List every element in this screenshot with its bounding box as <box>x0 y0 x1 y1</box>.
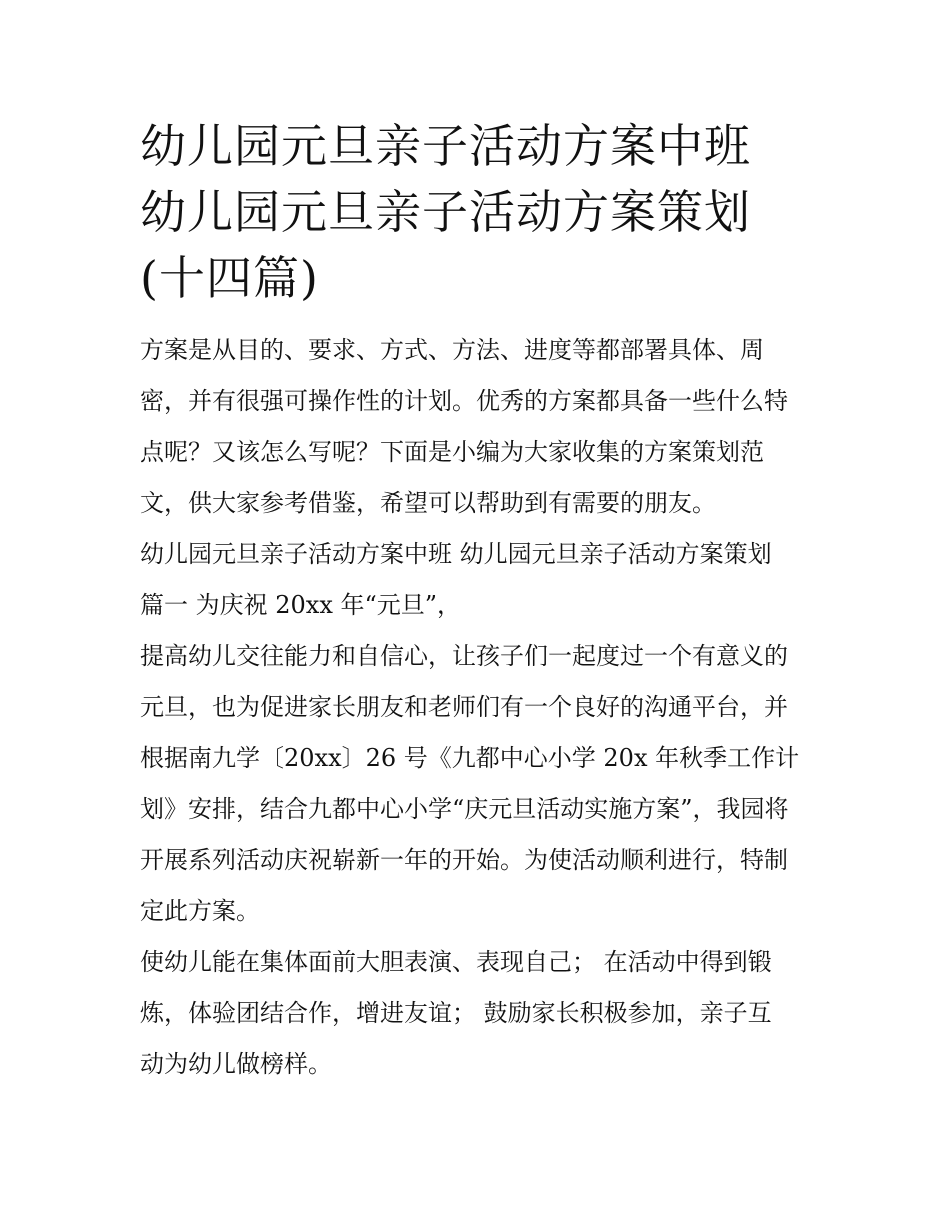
purpose-paragraph <box>140 631 820 937</box>
text-line: 定此方案。 <box>140 897 260 925</box>
title-line: 幼儿园元旦亲子活动方案策划 <box>140 185 751 239</box>
document-title <box>140 113 820 311</box>
text-line: 根据南九学〔20xx〕26 号《九都中心小学 20x 年秋季工作计 <box>140 744 800 772</box>
text-line: 划》安排，结合九都中心小学“庆元旦活动实施方案”，我园将 <box>140 795 789 823</box>
text-line: 动为幼儿做榜样。 <box>140 1050 332 1078</box>
text-line: 点呢？又该怎么写呢？下面是小编为大家收集的方案策划范 <box>140 438 764 466</box>
title-line: 幼儿园元旦亲子活动方案中班 <box>140 119 751 173</box>
text-line: 篇一 为庆祝 20xx 年“元旦”， <box>140 591 462 619</box>
goals-paragraph <box>140 937 820 1090</box>
title-line: (十四篇) <box>140 251 319 305</box>
text-line: 幼儿园元旦亲子活动方案中班 幼儿园元旦亲子活动方案策划 <box>140 540 772 568</box>
text-line: 文，供大家参考借鉴，希望可以帮助到有需要的朋友。 <box>140 489 716 517</box>
text-line: 使幼儿能在集体面前大胆表演、表现自己； 在活动中得到锻 <box>140 948 772 976</box>
text-line: 方案是从目的、要求、方式、方法、进度等都部署具体、周 <box>140 336 764 364</box>
text-line: 元旦，也为促进家长朋友和老师们有一个良好的沟通平台，并 <box>140 693 788 721</box>
text-line: 密，并有很强可操作性的计划。优秀的方案都具备一些什么特 <box>140 387 788 415</box>
text-line: 开展系列活动庆祝崭新一年的开始。为使活动顺利进行，特制 <box>140 846 788 874</box>
document-body <box>140 113 820 1090</box>
intro-paragraph <box>140 325 820 529</box>
text-line: 炼，体验团结合作，增进友谊； 鼓励家长积极参加，亲子互 <box>140 999 772 1027</box>
section-heading-paragraph <box>140 529 820 631</box>
text-line: 提高幼儿交往能力和自信心，让孩子们一起度过一个有意义的 <box>140 642 788 670</box>
